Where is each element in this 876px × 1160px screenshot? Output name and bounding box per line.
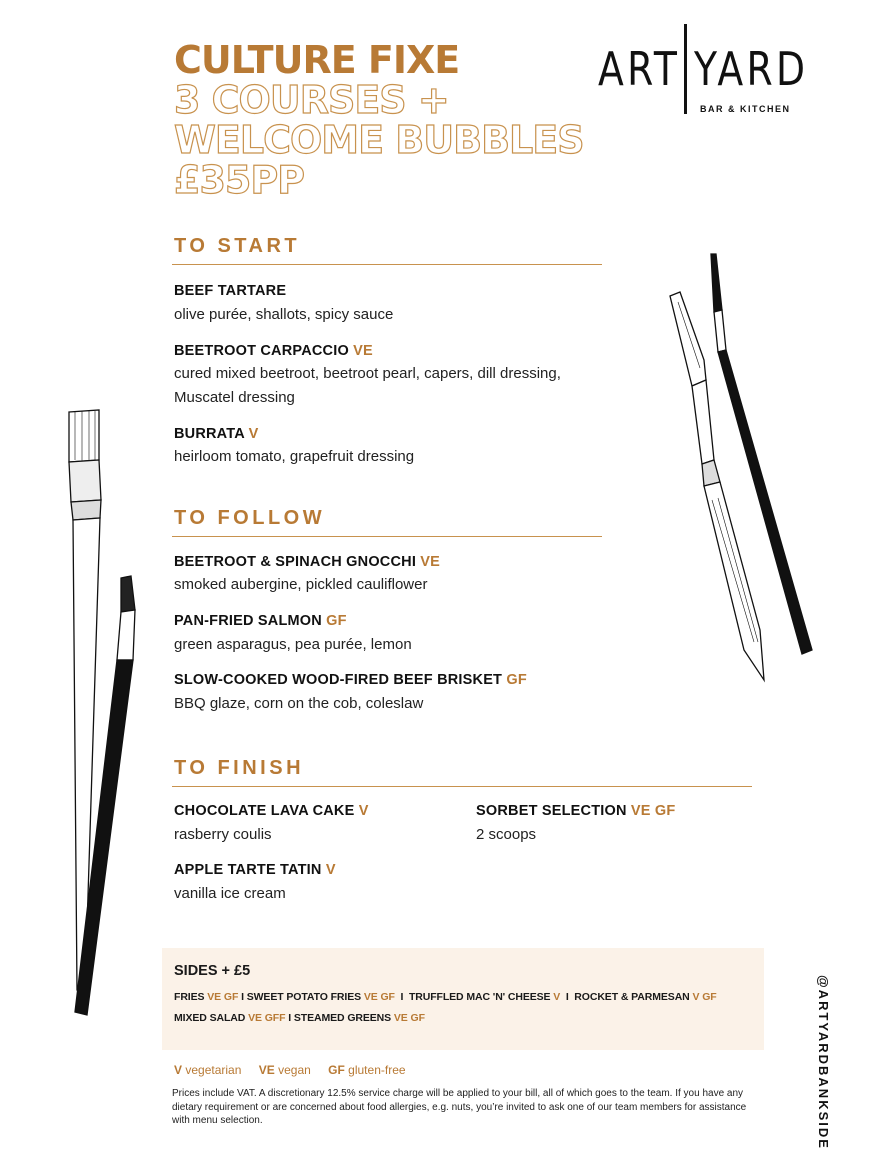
- legend-label: vegetarian: [185, 1063, 242, 1077]
- social-handle-text: @ARTYARDBANKSIDE: [816, 975, 831, 1150]
- dish-name: [476, 803, 675, 819]
- footer-note: Prices include VAT. A discretionary 12.5% service charge will be applied to your bill, all of which goes to the team. If you have any dietary requirement or are concerned about food allergies, e.g. nuts, you’re invited to ask one of our team members for assistance with menu selection.: [172, 1088, 747, 1126]
- side-separator: I: [394, 991, 409, 1003]
- dish-description: green asparagus, pea purée, lemon: [174, 636, 412, 653]
- diet-badge: VE: [353, 343, 373, 359]
- section-rule-finish: [172, 786, 752, 787]
- diet-badge: VE GF: [361, 991, 395, 1003]
- section-title-follow: TO FOLLOW: [174, 507, 326, 529]
- section-rule-follow: [172, 536, 602, 537]
- side-name: SWEET POTATO FRIES: [246, 991, 362, 1003]
- diet-badge: VE GF: [207, 991, 239, 1003]
- side-name: TRUFFLED MAC 'N' CHEESE: [408, 991, 551, 1003]
- legend-key: V: [174, 1063, 183, 1077]
- section-rule-start: [172, 264, 602, 265]
- side-name: ROCKET & PARMESAN: [574, 991, 690, 1003]
- palette-knife-illustration: [660, 250, 820, 690]
- side-separator: I: [238, 991, 247, 1003]
- legend-label: vegan: [278, 1063, 311, 1077]
- dish-title: APPLE TARTE TATIN: [174, 862, 322, 878]
- diet-legend: [174, 1063, 420, 1077]
- side-separator: I: [285, 1012, 294, 1024]
- dish-name: [174, 426, 259, 442]
- dish-description: olive purée, shallots, spicy sauce: [174, 306, 394, 323]
- side-separator: I: [560, 991, 575, 1003]
- legend-key: VE: [258, 1063, 275, 1077]
- dish-description: vanilla ice cream: [174, 885, 286, 902]
- social-handle: [816, 975, 836, 1150]
- logo-word-art: ART: [598, 42, 681, 96]
- section-title-start: TO START: [174, 235, 301, 257]
- hero-line-price: £35PP: [174, 158, 305, 202]
- logo-divider: [684, 24, 687, 114]
- diet-badge: GF: [326, 613, 347, 629]
- dish-name: [174, 343, 373, 359]
- diet-badge: V GF: [692, 991, 717, 1003]
- dish-title: BEETROOT CARPACCIO: [174, 343, 349, 359]
- diet-badge: V: [325, 862, 336, 878]
- dish-description: BBQ glaze, corn on the cob, coleslaw: [174, 695, 424, 712]
- sides-row-1: [174, 991, 717, 1003]
- dish-description: 2 scoops: [476, 826, 537, 843]
- dish-title: SORBET SELECTION: [476, 803, 627, 819]
- legend-key: GF: [328, 1063, 345, 1077]
- diet-badge: VE GF: [630, 803, 676, 819]
- artyard-logo: [598, 22, 809, 117]
- hero-line-culture-fixe: CULTURE FIXE: [174, 38, 460, 82]
- dish-description: heirloom tomato, grapefruit dressing: [174, 448, 415, 465]
- dish-name: [174, 803, 369, 819]
- dish-title: BEETROOT & SPINACH GNOCCHI: [174, 554, 417, 570]
- dish-title: BURRATA: [174, 426, 245, 442]
- diet-badge: GF: [506, 672, 527, 688]
- sides-row-2: [174, 1012, 425, 1024]
- diet-badge: VE: [420, 554, 441, 570]
- dish-description-cont: Muscatel dressing: [174, 389, 295, 406]
- side-name: STEAMED GREENS: [293, 1012, 392, 1024]
- dish-description: cured mixed beetroot, beetroot pearl, capers, dill dressing,: [174, 365, 561, 382]
- dish-title: CHOCOLATE LAVA CAKE: [174, 803, 355, 819]
- dish-title: SLOW-COOKED WOOD-FIRED BEEF BRISKET: [174, 672, 503, 688]
- dish-name: [174, 613, 347, 629]
- dish-title: BEEF TARTARE: [174, 283, 287, 299]
- dish-name: [174, 554, 440, 570]
- paintbrushes-left-illustration: [55, 400, 150, 1020]
- section-title-finish: TO FINISH: [174, 757, 305, 779]
- diet-badge: V: [358, 803, 369, 819]
- hero-line-bubbles: WELCOME BUBBLES: [174, 118, 584, 162]
- side-name: FRIES: [174, 991, 205, 1003]
- legend-label: gluten-free: [348, 1063, 406, 1077]
- dish-title: PAN-FRIED SALMON: [174, 613, 322, 629]
- logo-word-yard: YARD: [694, 42, 809, 96]
- dish-description: smoked aubergine, pickled cauliflower: [174, 576, 428, 593]
- diet-badge: V: [553, 991, 561, 1003]
- hero-title: [174, 40, 584, 200]
- diet-badge: VE GF: [393, 1012, 425, 1024]
- dish-name: [174, 862, 336, 878]
- dish-name: [174, 672, 527, 688]
- hero-line-courses: 3 COURSES +: [174, 78, 449, 122]
- diet-badge: VE GFF: [248, 1012, 286, 1024]
- sides-title: SIDES + £5: [174, 963, 251, 979]
- diet-badge: V: [248, 426, 259, 442]
- dish-description: rasberry coulis: [174, 826, 272, 843]
- side-name: MIXED SALAD: [174, 1012, 246, 1024]
- dish-name: [174, 283, 286, 299]
- logo-subtitle: BAR & KITCHEN: [700, 104, 791, 114]
